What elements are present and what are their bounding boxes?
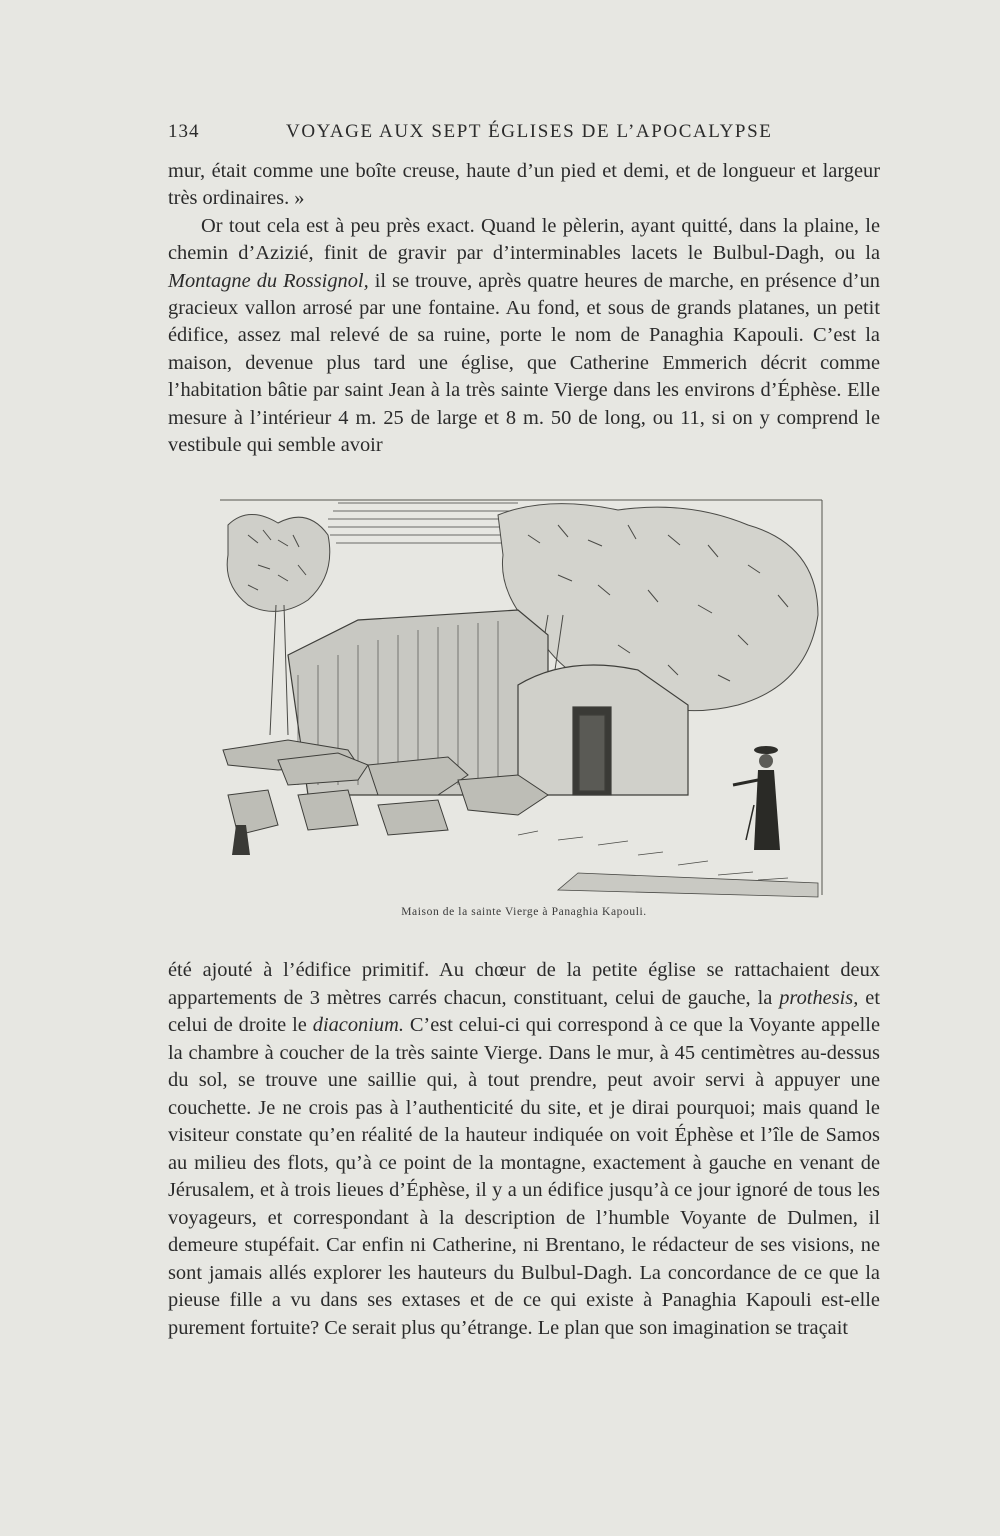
paragraph-text: et celui de droite le [168, 986, 880, 1036]
paragraph-text: été ajouté à l’édifice primitif. Au chœur de la petite église se rattachaient deux appartements de 3 mètres carrés chacun, constituant, celui de gauche, la [168, 959, 880, 1009]
italic-term-diaconium: diaconium. [312, 1014, 404, 1036]
paragraph-text: C’est celui-ci qui correspond à ce que la Voyante appelle la chambre à coucher de la très sainte Vierge. Dans le mur, à 45 centimètres au-dessus du sol, se trouve une saillie qui, à tout prendre, peut avoir servi à appuyer une couchette. Je ne crois pas à l’authenticité du site, et je dirai pourquoi; mais quand le visiteur constate qu’en réalité de la hauteur indiquée on voit Éphèse et l’île de Samos au milieu des flots, qu’à ce point de la montagne, exactement à gauche en venant de Jérusalem, et à trois lieues d’Éphèse, il y a un édifice jusqu’à ce jour ignoré de tous les voyageurs, et correspondant à la description de l’humble Voyante de Dulmen, il demeure stupéfait. Car enfin ni Catherine, ni Brentano, le rédacteur de ses visions, ne sont jamais allés explorer les hauteurs du Bulbul-Dagh. La concordance de ce que la pieuse fille a vu dans ses extases et de ce qui existe à Panaghia Kapouli est-elle purement fortuite? Ce serait plus qu’étrange. Le plan que son imagination se traçait [168, 1014, 880, 1339]
paragraph [168, 213, 880, 460]
paragraph [168, 957, 880, 1342]
figure-caption: Maison de la sainte Vierge à Panaghia Kapouli. [401, 906, 647, 918]
running-title: VOYAGE AUX SEPT ÉGLISES DE L’APOCALYPSE [286, 121, 773, 142]
sky-hatching [328, 503, 518, 543]
engraving-illustration [218, 495, 824, 900]
paragraph-continuation: mur, était comme une boîte creuse, haute d’un pied et demi, et de longueur et largeur très ordinaires. » [168, 160, 880, 210]
body-text-top [168, 158, 880, 459]
italic-term-prothesis: prothesis, [779, 986, 859, 1009]
standing-priest-figure [733, 746, 780, 850]
page-number: 134 [168, 121, 200, 142]
engraving-drawing [218, 495, 824, 900]
italic-place-name: Montagne du Rossignol, [168, 269, 369, 292]
paragraph-text: il se trouve, après quatre heures de marche, en présence d’un gracieux vallon arrosé par une fontaine. Au fond, et sous de grands platanes, un petit édifice, assez mal relevé de sa ruine, porte le nom de Panaghia Kapouli. C’est la maison, devenue plus tard une église, que Catherine Emmerich décrit comme l’habitation bâtie par saint Jean à la très sainte Vierge dans les environs d’Éphèse. Elle mesure à l’intérieur 4 m. 25 de large et 8 m. 50 de long, ou 11, si on y comprend le vestibule qui semble avoir [168, 269, 880, 457]
body-text-bottom [168, 957, 880, 1342]
running-header [168, 121, 880, 151]
paragraph-text: Or tout cela est à peu près exact. Quand le pèlerin, ayant quitté, dans la plaine, le chemin d’Azizié, finit de gravir par d’interminables lacets le Bulbul-Dagh, ou la [168, 214, 880, 265]
